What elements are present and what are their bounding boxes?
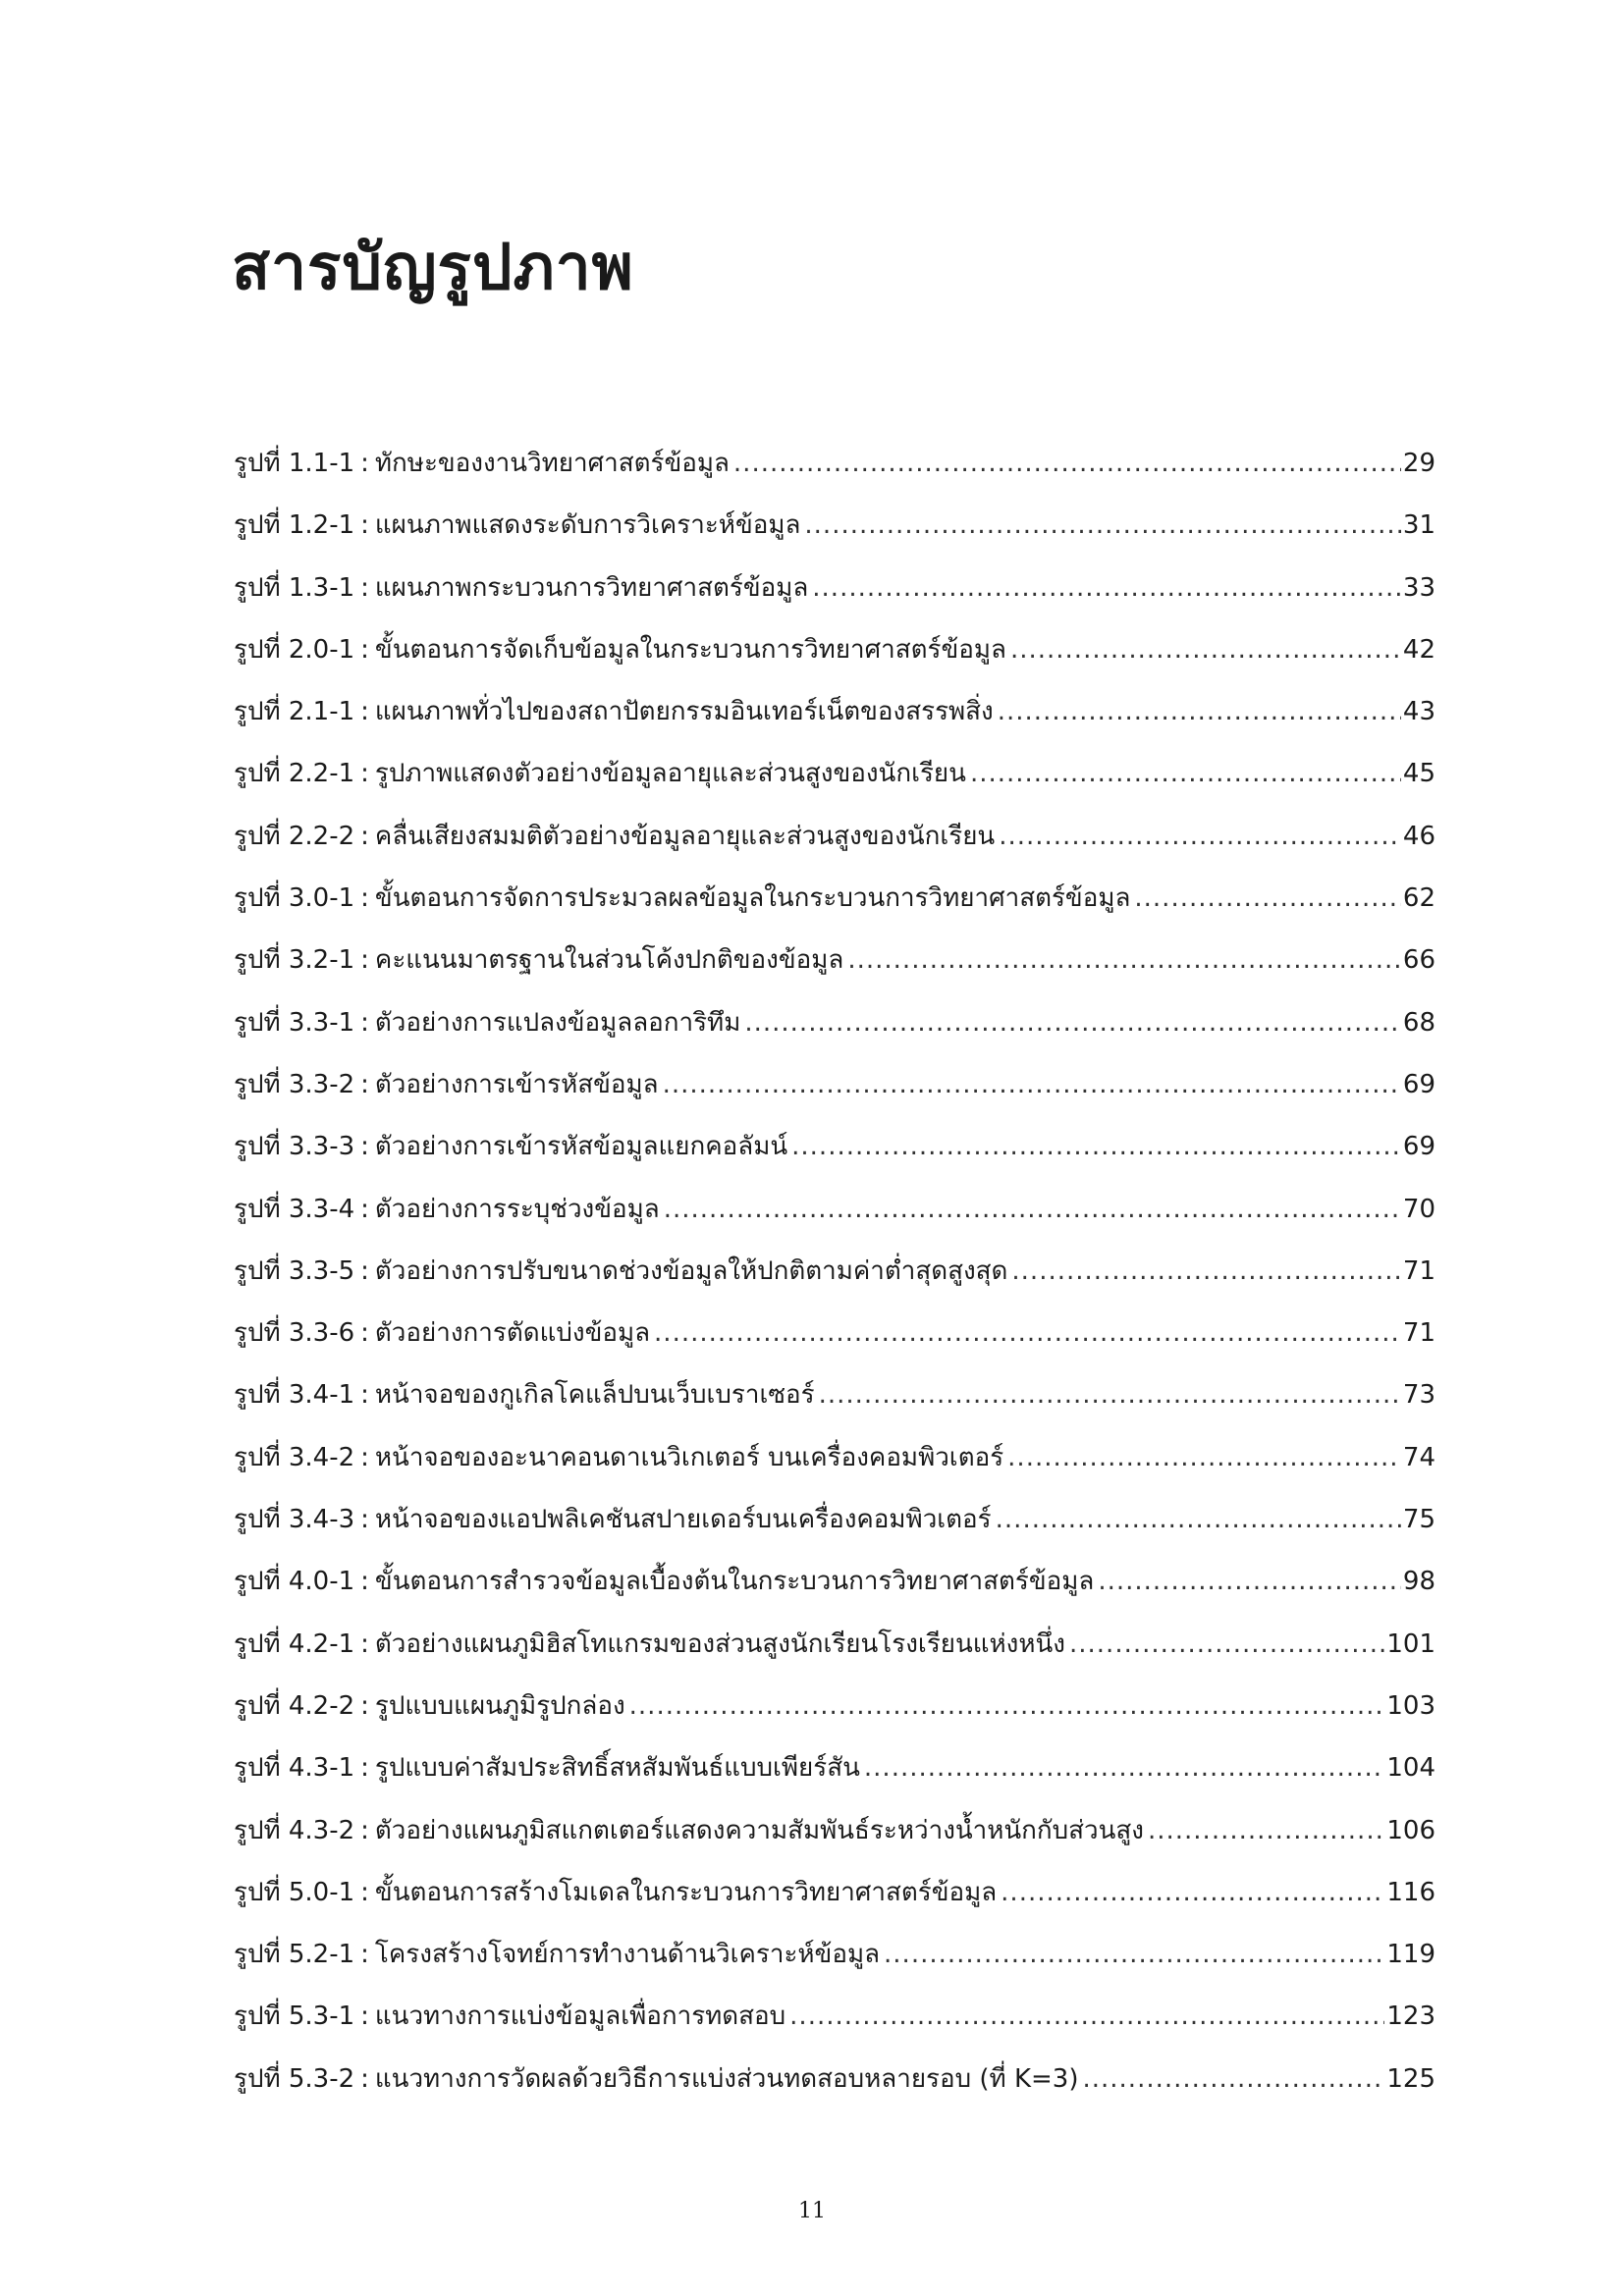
- label-separator: :: [360, 1194, 369, 1224]
- figure-page-number: 33: [1402, 572, 1435, 603]
- dot-leader: [970, 754, 1401, 793]
- figure-caption: รูปแบบแผนภูมิรูปกล่อง: [374, 1690, 625, 1721]
- figure-caption: ตัวอย่างการเข้ารหัสข้อมูล: [374, 1069, 659, 1099]
- figure-label: รูปที่ 1.2-1: [234, 510, 355, 541]
- page-title: สารบัญรูปภาพ: [232, 232, 634, 304]
- label-separator: :: [360, 510, 369, 541]
- dot-leader: [629, 1686, 1385, 1726]
- figure-label: รูปที่ 3.4-1: [234, 1380, 355, 1411]
- figure-caption: ทักษะของงานวิทยาศาสตร์ข้อมูล: [374, 449, 730, 478]
- figure-label: รูปที่ 4.3-2: [234, 1815, 355, 1845]
- figure-label: รูปที่ 1.1-1: [234, 449, 355, 478]
- dot-leader: [998, 692, 1401, 731]
- figure-page-number: 69: [1402, 1069, 1435, 1099]
- dot-leader: [1082, 2059, 1384, 2099]
- figure-label: รูปที่ 5.3-2: [234, 2063, 355, 2094]
- dot-leader: [819, 1375, 1401, 1415]
- toc-entry[interactable]: [234, 1252, 1435, 1313]
- figure-page-number: 123: [1386, 2002, 1435, 2032]
- figure-caption: หน้าจอของกูเกิลโคแล็ปบนเว็บเบราเซอร์: [374, 1380, 815, 1411]
- figure-page-number: 103: [1386, 1690, 1435, 1721]
- figure-caption: ตัวอย่างการระบุช่วงข้อมูล: [374, 1194, 660, 1224]
- toc-entry[interactable]: [234, 1127, 1435, 1189]
- toc-entry[interactable]: [234, 879, 1435, 940]
- figure-label: รูปที่ 5.0-1: [234, 1877, 355, 1907]
- figure-page-number: 74: [1402, 1442, 1435, 1472]
- toc-entry[interactable]: [234, 1935, 1435, 1997]
- label-separator: :: [360, 1007, 369, 1038]
- figure-label: รูปที่ 4.0-1: [234, 1567, 355, 1597]
- dot-leader: [1011, 1252, 1401, 1291]
- page-number: 11: [798, 2199, 826, 2223]
- toc-entry[interactable]: [234, 817, 1435, 879]
- figure-label: รูปที่ 3.2-1: [234, 945, 355, 976]
- figure-caption: แผนภาพกระบวนการวิทยาศาสตร์ข้อมูล: [374, 572, 809, 603]
- figure-page-number: 31: [1402, 510, 1435, 541]
- dot-leader: [1001, 1873, 1384, 1912]
- dot-leader: [804, 506, 1401, 545]
- dot-leader: [996, 1500, 1401, 1539]
- dot-leader: [1134, 879, 1401, 918]
- label-separator: :: [360, 945, 369, 976]
- dot-leader: [1148, 1811, 1384, 1850]
- dot-leader: [1007, 1438, 1401, 1477]
- figure-caption: ตัวอย่างการแปลงข้อมูลลอการิทึม: [374, 1007, 741, 1038]
- figure-caption: ขั้นตอนการจัดการประมวลผลข้อมูลในกระบวนการวิทยาศาสตร์ข้อมูล: [374, 883, 1131, 914]
- figure-page-number: 75: [1402, 1505, 1435, 1535]
- list-of-figures: [234, 444, 1435, 2121]
- figure-label: รูปที่ 3.4-3: [234, 1505, 355, 1535]
- figure-caption: คลื่นเสียงสมมติตัวอย่างข้อมูลอายุและส่วนสูงของนักเรียน: [374, 821, 996, 851]
- figure-caption: ขั้นตอนการจัดเก็บข้อมูลในกระบวนการวิทยาศาสตร์ข้อมูล: [374, 634, 1006, 665]
- toc-entry[interactable]: [234, 444, 1435, 506]
- figure-label: รูปที่ 3.3-1: [234, 1007, 355, 1038]
- figure-page-number: 70: [1402, 1194, 1435, 1224]
- figure-page-number: 116: [1386, 1877, 1435, 1907]
- figure-page-number: 125: [1386, 2063, 1435, 2094]
- figure-caption: ตัวอย่างการปรับขนาดช่วงข้อมูลให้ปกติตามค่าต่ำสุดสูงสุด: [374, 1255, 1008, 1286]
- figure-label: รูปที่ 4.2-1: [234, 1629, 355, 1659]
- figure-label: รูปที่ 1.3-1: [234, 572, 355, 603]
- figure-page-number: 104: [1386, 1753, 1435, 1784]
- figure-caption: รูปภาพแสดงตัวอย่างข้อมูลอายุและส่วนสูงของนักเรียน: [374, 759, 966, 789]
- toc-entry[interactable]: [234, 1625, 1435, 1686]
- dot-leader: [999, 817, 1401, 856]
- toc-entry[interactable]: [234, 1313, 1435, 1375]
- figure-label: รูปที่ 3.3-5: [234, 1255, 355, 1286]
- label-separator: :: [360, 883, 369, 914]
- figure-page-number: 46: [1402, 821, 1435, 851]
- label-separator: :: [360, 1690, 369, 1721]
- toc-entry[interactable]: [234, 506, 1435, 567]
- figure-label: รูปที่ 3.0-1: [234, 883, 355, 914]
- label-separator: :: [360, 1753, 369, 1784]
- toc-entry[interactable]: [234, 1873, 1435, 1935]
- figure-caption: คะแนนมาตรฐานในส่วนโค้งปกติของข้อมูล: [374, 945, 844, 976]
- toc-entry[interactable]: [234, 1748, 1435, 1810]
- figure-page-number: 68: [1402, 1007, 1435, 1038]
- dot-leader: [791, 1127, 1401, 1166]
- toc-entry[interactable]: [234, 2059, 1435, 2121]
- figure-caption: แผนภาพทั่วไปของสถาปัตยกรรมอินเทอร์เน็ตของสรรพสิ่ง: [374, 697, 994, 727]
- dot-leader: [733, 444, 1401, 483]
- dot-leader: [1010, 630, 1401, 669]
- dot-leader: [744, 1003, 1401, 1042]
- figure-page-number: 62: [1402, 883, 1435, 914]
- dot-leader: [664, 1190, 1401, 1229]
- label-separator: :: [360, 759, 369, 789]
- label-separator: :: [360, 572, 369, 603]
- label-separator: :: [360, 634, 369, 665]
- figure-page-number: 106: [1386, 1815, 1435, 1845]
- figure-page-number: 119: [1386, 1940, 1435, 1970]
- figure-page-number: 29: [1402, 449, 1435, 478]
- label-separator: :: [360, 1877, 369, 1907]
- toc-entry[interactable]: [234, 1375, 1435, 1437]
- dot-leader: [654, 1313, 1401, 1353]
- figure-caption: แนวทางการวัดผลด้วยวิธีการแบ่งส่วนทดสอบหลายรอบ (ที่ K=3): [374, 2063, 1079, 2094]
- figure-caption: ตัวอย่างแผนภูมิฮิสโทแกรมของส่วนสูงนักเรียนโรงเรียนแห่งหนึ่ง: [374, 1629, 1065, 1659]
- toc-entry[interactable]: [234, 1190, 1435, 1252]
- toc-entry[interactable]: [234, 1811, 1435, 1873]
- figure-page-number: 45: [1402, 759, 1435, 789]
- toc-entry[interactable]: [234, 1500, 1435, 1562]
- dot-leader: [864, 1748, 1384, 1788]
- figure-caption: โครงสร้างโจทย์การทำงานด้านวิเคราะห์ข้อมูล: [374, 1940, 881, 1970]
- toc-entry[interactable]: [234, 1562, 1435, 1624]
- figure-label: รูปที่ 5.2-1: [234, 1940, 355, 1970]
- label-separator: :: [360, 1318, 369, 1349]
- label-separator: :: [360, 1442, 369, 1472]
- figure-label: รูปที่ 3.3-3: [234, 1132, 355, 1162]
- figure-label: รูปที่ 2.2-2: [234, 821, 355, 851]
- toc-entry[interactable]: [234, 940, 1435, 1002]
- dot-leader: [847, 940, 1401, 980]
- figure-page-number: 98: [1402, 1567, 1435, 1597]
- label-separator: :: [360, 1815, 369, 1845]
- figure-caption: ตัวอย่างการเข้ารหัสข้อมูลแยกคอลัมน์: [374, 1132, 788, 1162]
- label-separator: :: [360, 1132, 369, 1162]
- dot-leader: [789, 1997, 1384, 2036]
- toc-entry[interactable]: [234, 1003, 1435, 1065]
- label-separator: :: [360, 1629, 369, 1659]
- figure-caption: ตัวอย่างการตัดแบ่งข้อมูล: [374, 1318, 651, 1349]
- figure-label: รูปที่ 3.3-4: [234, 1194, 355, 1224]
- dot-leader: [884, 1935, 1384, 1974]
- toc-entry[interactable]: [234, 754, 1435, 816]
- toc-entry[interactable]: [234, 568, 1435, 630]
- figure-label: รูปที่ 4.3-1: [234, 1753, 355, 1784]
- dot-leader: [1069, 1625, 1384, 1664]
- dot-leader: [1098, 1562, 1401, 1601]
- figure-caption: ตัวอย่างแผนภูมิสแกตเตอร์แสดงความสัมพันธ์ระหว่างน้ำหนักกับส่วนสูง: [374, 1815, 1144, 1845]
- figure-caption: ขั้นตอนการสร้างโมเดลในกระบวนการวิทยาศาสตร์ข้อมูล: [374, 1877, 998, 1907]
- figure-label: รูปที่ 3.4-2: [234, 1442, 355, 1472]
- label-separator: :: [360, 1940, 369, 1970]
- figure-page-number: 73: [1402, 1380, 1435, 1411]
- figure-caption: แนวทางการแบ่งข้อมูลเพื่อการทดสอบ: [374, 2002, 786, 2032]
- label-separator: :: [360, 2063, 369, 2094]
- label-separator: :: [360, 2002, 369, 2032]
- figure-label: รูปที่ 4.2-2: [234, 1690, 355, 1721]
- figure-page-number: 43: [1402, 697, 1435, 727]
- toc-entry[interactable]: [234, 1438, 1435, 1500]
- label-separator: :: [360, 697, 369, 727]
- figure-label: รูปที่ 3.3-6: [234, 1318, 355, 1349]
- figure-page-number: 66: [1402, 945, 1435, 976]
- figure-label: รูปที่ 3.3-2: [234, 1069, 355, 1099]
- figure-caption: หน้าจอของแอปพลิเคชันสปายเดอร์บนเครื่องคอมพิวเตอร์: [374, 1505, 992, 1535]
- toc-entry[interactable]: [234, 692, 1435, 754]
- dot-leader: [812, 568, 1401, 608]
- figure-caption: ขั้นตอนการสำรวจข้อมูลเบื้องต้นในกระบวนการวิทยาศาสตร์ข้อมูล: [374, 1567, 1095, 1597]
- figure-label: รูปที่ 2.0-1: [234, 634, 355, 665]
- label-separator: :: [360, 1069, 369, 1099]
- toc-entry[interactable]: [234, 1065, 1435, 1127]
- label-separator: :: [360, 1380, 369, 1411]
- label-separator: :: [360, 449, 369, 478]
- figure-page-number: 71: [1402, 1255, 1435, 1286]
- figure-page-number: 42: [1402, 634, 1435, 665]
- label-separator: :: [360, 1505, 369, 1535]
- figure-page-number: 71: [1402, 1318, 1435, 1349]
- label-separator: :: [360, 1567, 369, 1597]
- figure-caption: รูปแบบค่าสัมประสิทธิ์สหสัมพันธ์แบบเพียร์สัน: [374, 1753, 860, 1784]
- toc-entry[interactable]: [234, 630, 1435, 692]
- figure-caption: แผนภาพแสดงระดับการวิเคราะห์ข้อมูล: [374, 510, 801, 541]
- figure-caption: หน้าจอของอะนาคอนดาเนวิเกเตอร์ บนเครื่องคอมพิวเตอร์: [374, 1442, 1004, 1472]
- toc-entry[interactable]: [234, 1997, 1435, 2058]
- figure-page-number: 101: [1386, 1629, 1435, 1659]
- figure-label: รูปที่ 5.3-1: [234, 2002, 355, 2032]
- figure-label: รูปที่ 2.2-1: [234, 759, 355, 789]
- label-separator: :: [360, 1255, 369, 1286]
- dot-leader: [663, 1065, 1401, 1104]
- figure-page-number: 69: [1402, 1132, 1435, 1162]
- figure-label: รูปที่ 2.1-1: [234, 697, 355, 727]
- label-separator: :: [360, 821, 369, 851]
- toc-entry[interactable]: [234, 1686, 1435, 1748]
